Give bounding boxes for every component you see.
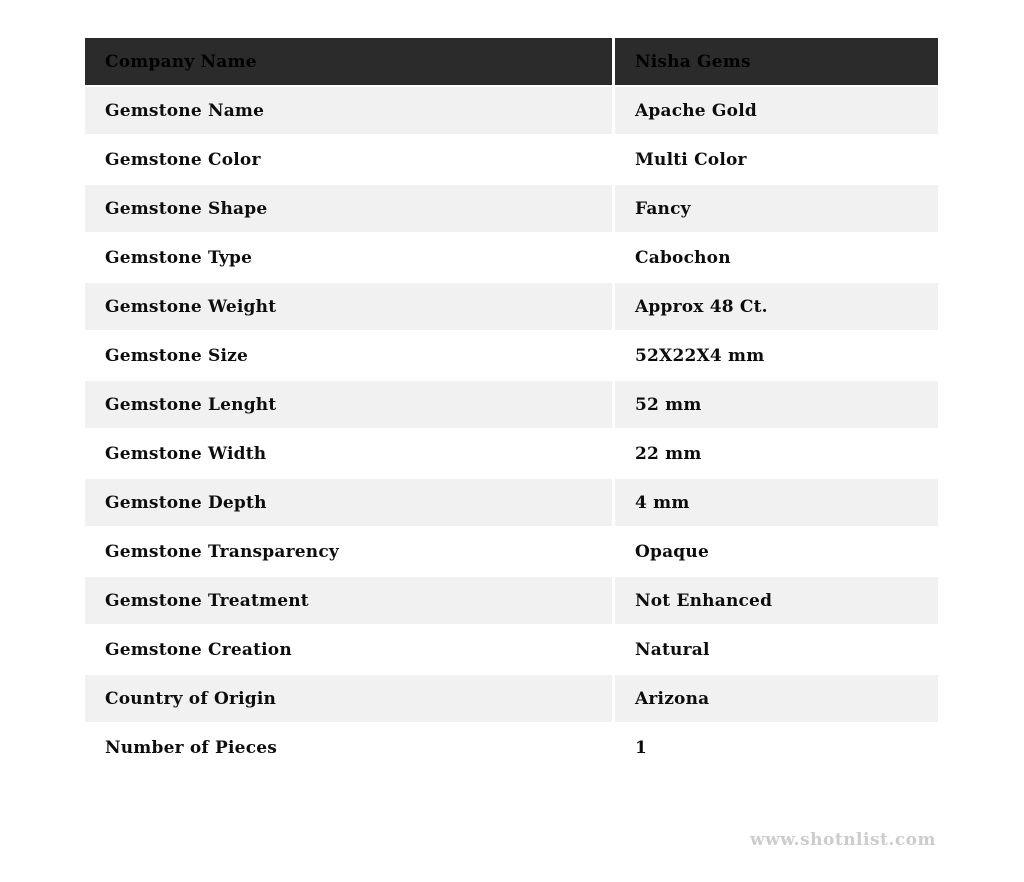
table-row (85, 234, 938, 283)
row-label: Gemstone Treatment (85, 577, 615, 626)
row-value: Approx 48 Ct. (615, 283, 938, 332)
row-value: Apache Gold (615, 87, 938, 136)
table-row (85, 430, 938, 479)
row-label: Gemstone Transparency (85, 528, 615, 577)
row-value: Not Enhanced (615, 577, 938, 626)
row-label: Gemstone Color (85, 136, 615, 185)
row-value: 52X22X4 mm (615, 332, 938, 381)
row-label: Gemstone Type (85, 234, 615, 283)
table-row (85, 381, 938, 430)
row-value: Fancy (615, 185, 938, 234)
table-row (85, 87, 938, 136)
table-row (85, 479, 938, 528)
row-value: Cabochon (615, 234, 938, 283)
row-value: Natural (615, 626, 938, 675)
table-row (85, 724, 938, 773)
row-label: Gemstone Depth (85, 479, 615, 528)
table-row (85, 136, 938, 185)
row-label: Gemstone Shape (85, 185, 615, 234)
row-value: 22 mm (615, 430, 938, 479)
row-value: 1 (615, 724, 938, 773)
table-row (85, 332, 938, 381)
table-row (85, 283, 938, 332)
row-value: 52 mm (615, 381, 938, 430)
row-value: 4 mm (615, 479, 938, 528)
row-label: Number of Pieces (85, 724, 615, 773)
table-row (85, 577, 938, 626)
row-value: Arizona (615, 675, 938, 724)
table-row (85, 626, 938, 675)
table-body (85, 87, 938, 773)
row-label: Gemstone Lenght (85, 381, 615, 430)
watermark-text: www.shotnlist.com (749, 830, 936, 850)
row-label: Gemstone Name (85, 87, 615, 136)
table-row (85, 185, 938, 234)
row-label: Gemstone Width (85, 430, 615, 479)
row-label: Gemstone Creation (85, 626, 615, 675)
table-header-row (85, 38, 938, 87)
row-label: Gemstone Size (85, 332, 615, 381)
header-label-company-name: Company Name (85, 38, 615, 87)
gemstone-spec-table (85, 38, 938, 773)
table-row (85, 675, 938, 724)
header-value-company-name: Nisha Gems (615, 38, 938, 87)
table-row (85, 528, 938, 577)
row-value: Opaque (615, 528, 938, 577)
row-label: Gemstone Weight (85, 283, 615, 332)
row-value: Multi Color (615, 136, 938, 185)
row-label: Country of Origin (85, 675, 615, 724)
